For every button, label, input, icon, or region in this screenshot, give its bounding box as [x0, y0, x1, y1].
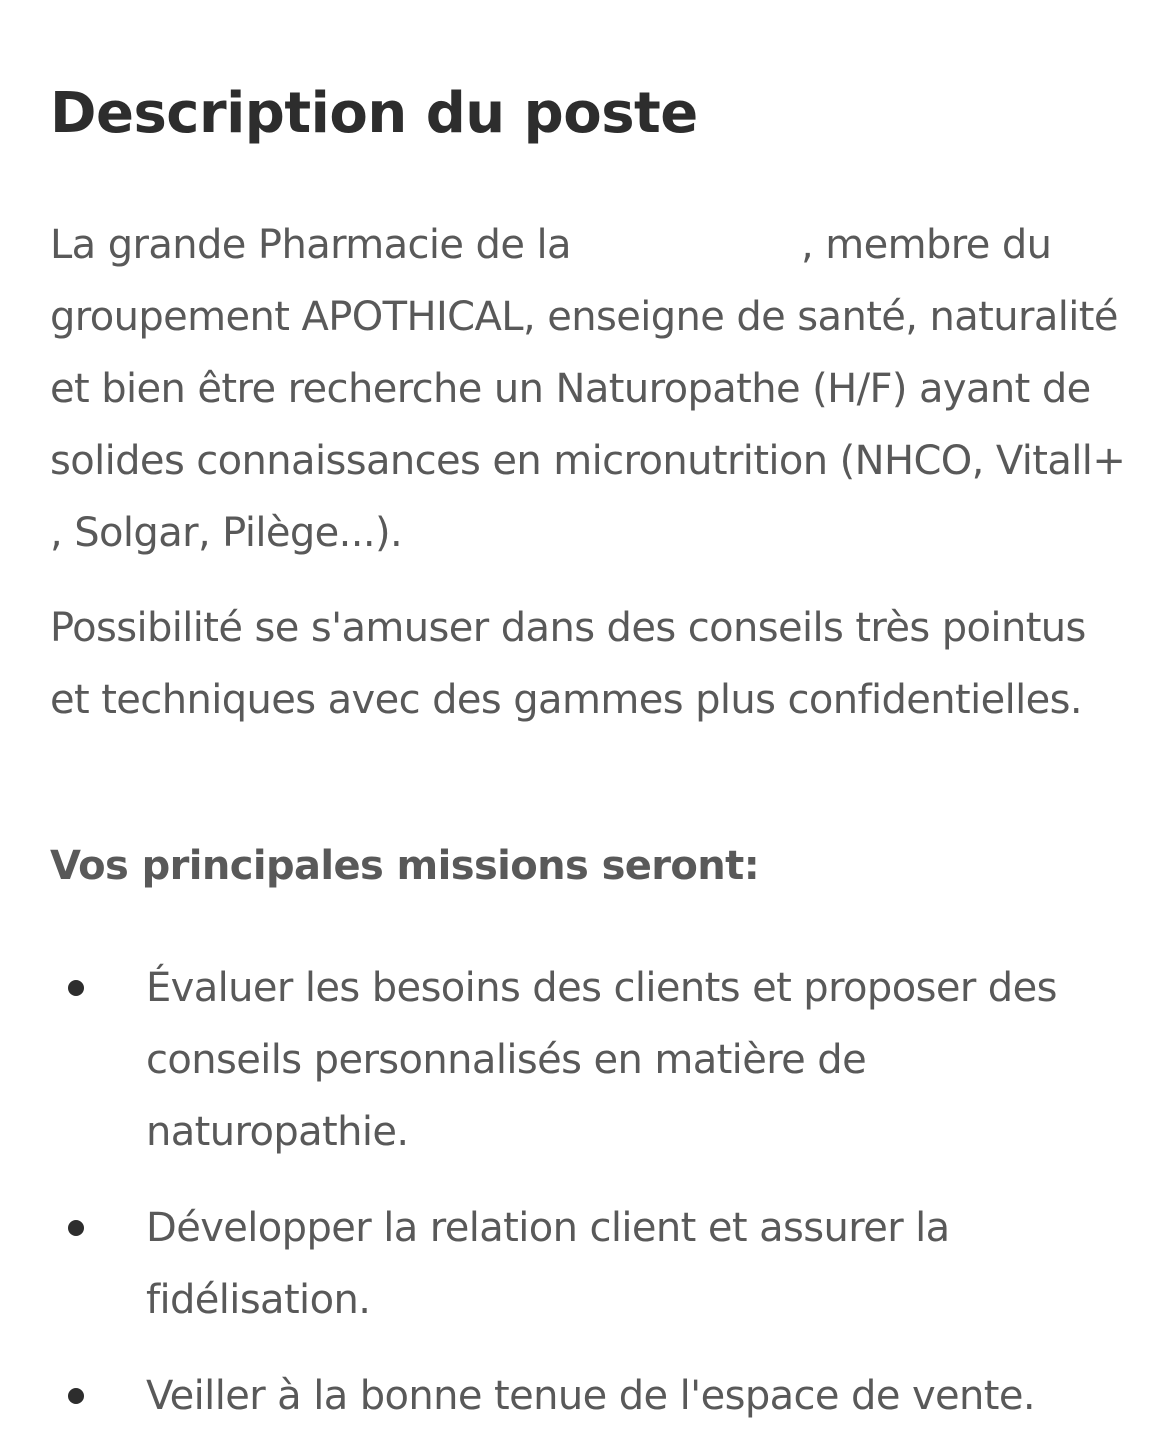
intro-text-start: La grande Pharmacie de la	[50, 222, 584, 268]
mission-text: Veiller à la bonne tenue de l'espace de vente.	[146, 1373, 1036, 1419]
bullet-icon	[68, 980, 84, 996]
bullet-icon	[68, 1388, 84, 1404]
missions-heading: Vos principales missions seront:	[50, 843, 760, 889]
possibility-paragraph: Possibilité se s'amuser dans des conseils très pointus et techniques avec des gammes plus confidentielles.	[50, 605, 1086, 723]
intro-paragraph	[50, 209, 1130, 569]
intro-text-end: , membre du groupement APOTHICAL, enseigne de santé, naturalité et bien être recherche un Naturopathe (H/F) ayant de solides connaissances en micronutrition (NHCO, Vitall+ , Solgar, Pilège...).	[50, 222, 1126, 556]
redacted-area	[583, 226, 801, 262]
bullet-icon	[68, 1220, 84, 1236]
mission-text: Évaluer les besoins des clients et proposer des conseils personnalisés en matière de naturopathie.	[146, 965, 1057, 1155]
section-title: Description du poste	[50, 81, 698, 146]
mission-text: Développer la relation client et assurer la fidélisation.	[146, 1205, 950, 1323]
